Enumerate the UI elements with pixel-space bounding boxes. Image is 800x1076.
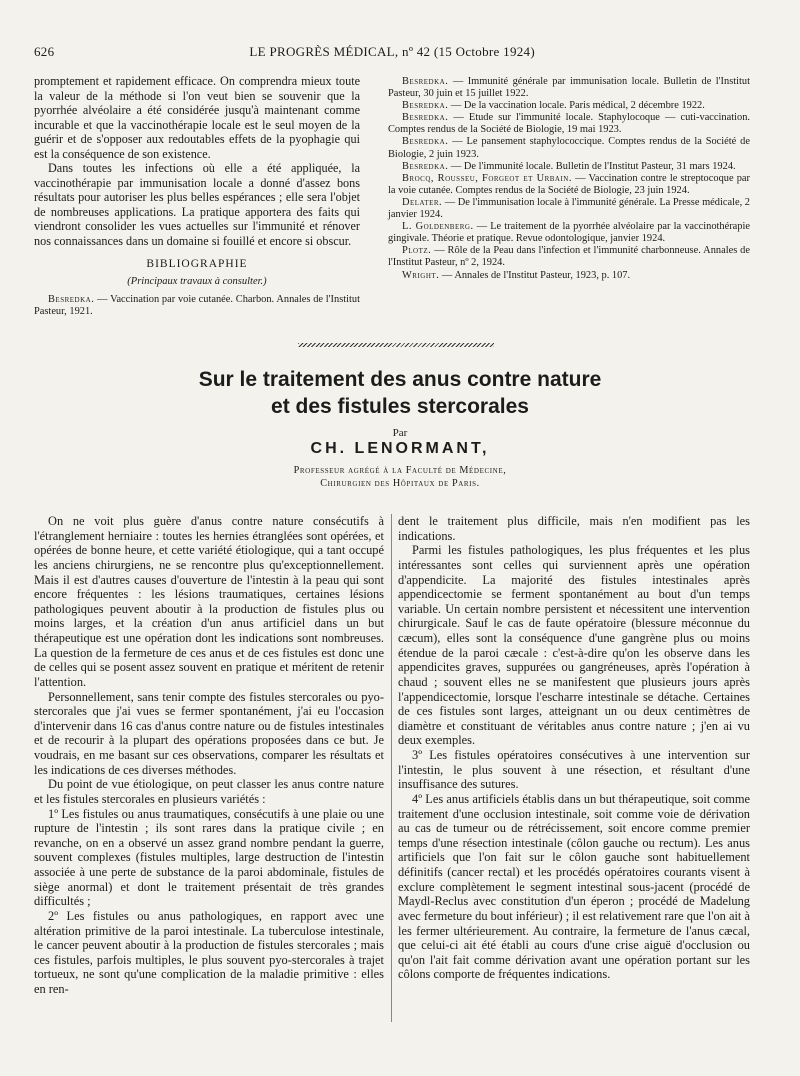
paragraph: Personnellement, sans tenir compte des fistules stercorales ou pyo-stercorales que j'ai vues se fermer spontanément, j'ai eu l'occasion d'intervenir dans 16 cas d'anus contre nature ou de fistules intestinales et de recourir à la plupart des opérations proposées dans ce but. Je voudrais, en me basant sur ces observations, comparer les résultats et les indications de ces diverses méthodes. <box>34 689 384 777</box>
reference-item <box>388 100 750 112</box>
reference-text: — Annales de l'Institut Pasteur, 1923, p. 107. <box>441 269 631 281</box>
reference-author: Plotz. <box>402 245 432 257</box>
reference-text: — De l'immunité locale. Bulletin de l'Institut Pasteur, 31 mars 1924. <box>450 160 736 172</box>
reference-author: L. Goldenberg. <box>402 221 474 233</box>
paragraph: Du point de vue étiologique, on peut classer les anus contre nature et les fistules stercorales en plusieurs variétés : <box>34 777 384 806</box>
reference-text: — Vaccination contre le streptocoque par la voie cutanée. Comptes rendus de la Société de Biologie, 23 juin 1924. <box>388 172 750 196</box>
paragraph: Dans toutes les infections où elle a été appliquée, la vaccinothérapie par immunisation locale a donné d'assez bons résultats pour autoriser les plus belles espérances ; elle sera l'objet de nombreuses applications. La pratique apportera des faits qui viendront consolider les vues actuelles sur l'immunité et rénover nos connaissances dans un domaine si fouillé et encore si obscur. <box>34 161 360 249</box>
bibliography-subtitle: (Principaux travaux à consulter.) <box>127 276 267 288</box>
reference-item <box>388 173 750 197</box>
bibliography-title: BIBLIOGRAPHIE <box>146 257 248 270</box>
reference-text: — Le traitement de la pyorrhée alvéolaire par la vaccinothérapie gingivale. Théorie et pratique. Revue odontologique, janvier 1924. <box>388 221 750 245</box>
paragraph: 3º Les fistules opératoires consécutives à une intervention sur l'intestin, le plus souvent à une résection, et résultant d'une insuffisance des sutures. <box>398 748 750 792</box>
reference-author: Besredka. <box>402 160 449 172</box>
section-separator <box>298 343 494 347</box>
reference-text: — Immunité générale par immunisation locale. Bulletin de l'Institut Pasteur, 30 juin et 15 juillet 1922. <box>388 76 750 100</box>
paragraph: 4º Les anus artificiels établis dans un but thérapeutique, soit comme traitement d'une occlusion intestinale, soit comme voie de dérivation au cas de tumeur ou de rétrécissement, soit encore comme premier temps d'une résection intestinale (côlon gauche ou rectum). Les anus artificiels que l'on fait sur le côlon gauche sont habituellement définitifs (cancer rectal) et les procédés opératoires courants visent à exclure complètement le segment intestinal sous-jacent (procédé de Maydl-Reclus avec constitution d'un éperon ; procédé de Madelung avec fermeture du bout inférieur) ; il est relativement rare que l'on ait à les fermer ultérieurement. Au contraire, la fermeture de l'anus cæcal, que celui-ci ait été établi au cours d'une crise aiguë d'occlusion ou qu'on l'ait fait comme dérivation avant une opération portant sur les côlons comporte de fréquentes indications. <box>398 791 750 982</box>
top-left-column <box>34 74 360 318</box>
reference-item <box>34 294 360 318</box>
reference-author: Besredka. <box>402 136 449 148</box>
reference-author: Besredka. <box>402 76 449 87</box>
paragraph: 1º Les fistules ou anus traumatiques, consécutifs à une plaie ou une rupture de l'intestin ; ils sont rares dans la pratique civile ; en revanche, on en a observé un assez grand nombre pendant la guerre, souvent complexes (fistules multiples, large destruction de l'intestin associée à une perte de substance de la paroi abdominale, fistules de siège anormal) et dont le traitement présentait de très grandes difficultés ; <box>34 806 384 909</box>
paragraph: dent le traitement plus difficile, mais n'en modifient pas les indications. <box>398 514 750 543</box>
byline-par: Par <box>392 427 408 439</box>
paragraph: On ne voit plus guère d'anus contre nature consécutifs à l'étranglement herniaire : toutes les hernies étranglées sont opérées, et opérées de bonne heure, et cette variété étiologique, qui a tant occupé les anciens chirurgiens, ne se rencontre plus qu'exceptionnellement. Mais il est d'autres causes d'ouverture de l'intestin à la peau qui sont encore fréquentes : les lésions traumatiques, certaines lésions pathologiques peuvent aboutir à la production de fistules plus ou moins larges, et la création d'un anus artificiel dans un but thérapeutique est une opération dont les indications sont nombreuses. La question de la fermeture de ces anus et de ces fistules est donc une de celles qui se posent assez souvent en pratique et méritent de retenir l'attention. <box>34 514 384 689</box>
reference-text: — De la vaccination locale. Paris médical, 2 décembre 1922. <box>450 100 705 112</box>
reference-item <box>388 112 750 136</box>
page-number: 626 <box>34 44 55 59</box>
reference-author: Delater. <box>402 196 443 208</box>
body-right-column <box>398 514 750 982</box>
affiliation-line: Professeur agrégé à la Faculté de Médecine, <box>293 465 507 476</box>
article-title-line: et des fistules stercorales <box>271 395 529 418</box>
affiliation-line: Chirurgien des Hôpitaux de Paris. <box>320 478 480 489</box>
reference-text: — Etude sur l'immunité locale. Staphylocoque — cuti-vaccination. Comptes rendus de la Société de Biologie, 19 mai 1923. <box>388 112 750 136</box>
paragraph: 2º Les fistules ou anus pathologiques, en rapport avec une altération primitive de la paroi intestinale. La tuberculose intestinale, le cancer peuvent aboutir à la production de fistules stercorales ; mais ces fistules, parfois multiples, le plus souvent pyo-stercorales à trajet tortueux, ne sont qu'une complication de la maladie primitive : elles en ren- <box>34 908 384 996</box>
top-right-column-references <box>388 76 750 282</box>
column-rule <box>391 514 392 1022</box>
reference-text: — Vaccination par voie cutanée. Charbon. Annales de l'Institut Pasteur, 1921. <box>34 293 360 317</box>
reference-author: Besredka. <box>402 112 449 124</box>
article-title-line: Sur le traitement des anus contre nature <box>198 368 602 391</box>
reference-author: Brocq, Rousseu, Forgeot et Urbain. <box>402 172 572 184</box>
body-left-column <box>34 514 384 997</box>
paragraph: Parmi les fistules pathologiques, les plus fréquentes et les plus intéressantes sont celles qui surviennent après une opération d'appendicite. La majorité des fistules intestinales après appendicectomie se ferment spontanément au bout d'un temps variable. Un certain nombre persistent et nécessitent une intervention chirurgicale. Sauf le cas de faute opératoire (blessure méconnue du cæcum), elles sont la conséquence d'une gangrène plus ou moins étendue de la paroi cæcale : c'est-à-dire qu'on les observe dans les appendicites graves, suppurées ou gangréneuses, après l'opération à chaud ; souvent elles ne se manifestent que plusieurs jours après l'appendicectomie, lorsque l'escharre intestinale se détache. Certaines de ces fistules sont larges, atteignant un ou deux centimètres de diamètre et constituant de véritables anus contre nature ; j'en ai vu deux exemples. <box>398 543 750 748</box>
reference-text: — Rôle de la Peau dans l'infection et l'immunité charbonneuse. Annales de l'Institut Pasteur, nº 2, 1924. <box>388 245 750 269</box>
author-affiliation <box>0 464 800 490</box>
page-header <box>34 44 760 60</box>
reference-item <box>388 270 750 282</box>
article-title <box>60 366 740 420</box>
journal-running-title: LE PROGRÈS MÉDICAL, nº 42 (15 Octobre 1924) <box>249 44 535 59</box>
reference-item <box>388 136 750 160</box>
reference-author: Wright. <box>402 269 440 281</box>
reference-item <box>388 221 750 245</box>
reference-item <box>388 161 750 173</box>
paragraph: promptement et rapidement efficace. On comprendra mieux toute la valeur de la méthode si l'on veut bien se souvenir que la pyorrhée alvéolaire a été considérée jusqu'à maintenant comme incurable et que la vaccinothérapie locale est le seul moyen de la guérir et de s'opposer aux redoutables effets de la pyophagie qui est la conséquence de son existence. <box>34 74 360 161</box>
reference-text: — Le pansement staphylococcique. Comptes rendus de la Société de Biologie, 2 juin 1923. <box>388 136 750 160</box>
reference-author: Besredka. <box>402 100 449 112</box>
reference-text: — De l'immunisation locale à l'immunité générale. La Presse médicale, 2 janvier 1924. <box>388 196 750 221</box>
reference-author: Besredka. <box>48 293 95 305</box>
reference-item <box>388 245 750 269</box>
reference-item <box>388 197 750 221</box>
author-name: CH. LENORMANT, <box>310 440 490 457</box>
reference-item <box>388 76 750 100</box>
